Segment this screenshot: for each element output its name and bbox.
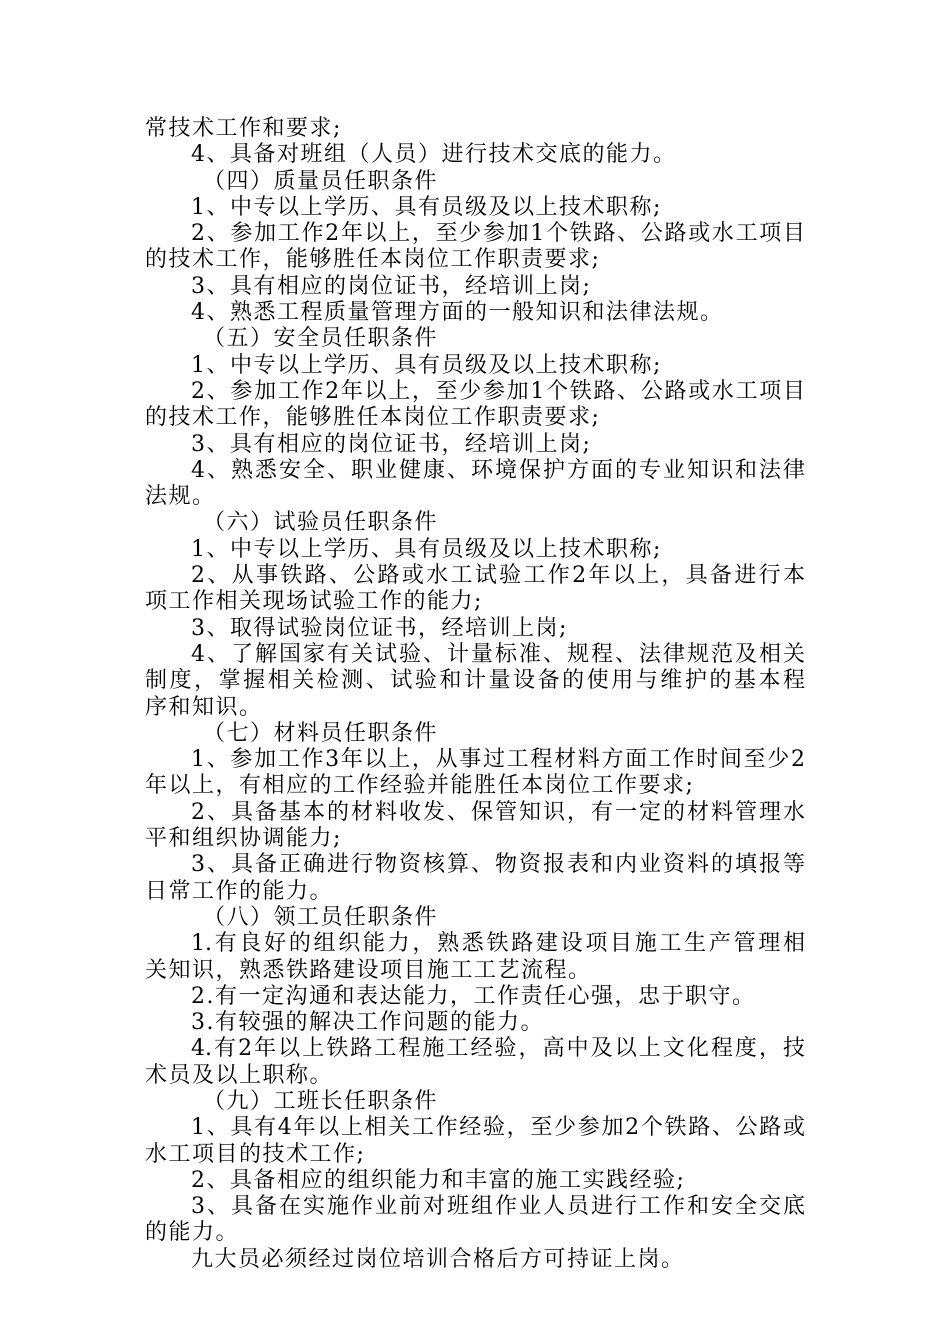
text-line: 1、中专以上学历、具有员级及以上技术职称; [191,194,662,220]
text-line: 3、具有相应的岗位证书，经培训上岗; [191,431,592,457]
text-line: 2、具备基本的材料收发、保管知识，有一定的材料管理水 [191,799,805,825]
text-line: 项工作相关现场试验工作的能力; [145,589,483,615]
text-line: 4.有2年以上铁路工程施工经验，高中及以上文化程度，技 [191,1036,805,1062]
section-heading: （七）材料员任职条件 [203,720,439,746]
text-line: 2、具备相应的组织能力和丰富的施工实践经验; [191,1167,686,1193]
text-line: 2、参加工作2年以上，至少参加1个铁路、公路或水工项目 [191,378,805,404]
text-line: 3、具备正确进行物资核算、物资报表和内业资料的填报等 [191,852,805,878]
text-line: 4、熟悉安全、职业健康、环境保护方面的专业知识和法律 [191,457,805,483]
text-line: 4、具备对班组（人员）进行技术交底的能力。 [191,142,677,168]
text-line: 的技术工作，能够胜任本岗位工作职责要求; [145,405,601,431]
text-line: 1.有良好的组织能力，熟悉铁路建设项目施工生产管理相 [191,931,805,957]
text-line: 3、具有相应的岗位证书，经培训上岗; [191,273,592,299]
text-line: 3、取得试验岗位证书，经培训上岗; [191,615,568,641]
text-line: 九大员必须经过岗位培训合格后方可持证上岗。 [191,1246,685,1272]
text-line: 4、熟悉工程质量管理方面的一般知识和法律法规。 [191,300,724,326]
section-heading: （六）试验员任职条件 [203,510,439,536]
text-line: 1、参加工作3年以上，从事过工程材料方面工作时间至少2 [191,747,805,773]
text-line: 2、从事铁路、公路或水工试验工作2年以上，具备进行本 [191,563,805,589]
text-line: 序和知识。 [145,694,263,720]
text-line: 3.有较强的解决工作问题的能力。 [191,1010,544,1036]
text-line: 常技术工作和要求; [145,116,342,141]
text-line: 平和组织协调能力; [145,826,342,852]
text-line: 关知识，熟悉铁路建设项目施工工艺流程。 [145,957,592,983]
text-line: 术员及以上职称。 [145,1062,334,1088]
text-line: 年以上，有相应的工作经验并能胜任本岗位工作要求; [145,773,695,799]
section-heading: （九）工班长任职条件 [203,1088,439,1114]
text-line: 2、参加工作2年以上，至少参加1个铁路、公路或水工项目 [191,221,805,247]
text-line: 2.有一定沟通和表达能力，工作责任心强，忠于职守。 [191,983,756,1009]
text-line: 1、中专以上学历、具有员级及以上技术职称; [191,536,662,562]
text-line: 1、中专以上学历、具有员级及以上技术职称; [191,352,662,378]
text-line: 水工项目的技术工作; [145,1141,366,1167]
text-line: 法规。 [145,484,216,510]
text-line: 1、具有4年以上相关工作经验，至少参加2个铁路、公路或 [191,1115,805,1141]
text-line: 的技术工作，能够胜任本岗位工作职责要求; [145,247,601,273]
text-line: 的能力。 [145,1220,240,1246]
section-heading: （四）质量员任职条件 [203,168,439,194]
section-heading: （五）安全员任职条件 [203,326,439,352]
text-line: 日常工作的能力。 [145,878,334,904]
document-body [145,116,805,1273]
text-line: 4、了解国家有关试验、计量标准、规程、法律规范及相关 [191,641,805,667]
text-line: 3、具备在实施作业前对班组作业人员进行工作和安全交底 [191,1194,805,1220]
section-heading: （八）领工员任职条件 [203,904,439,930]
text-line: 制度，掌握相关检测、试验和计量设备的使用与维护的基本程 [145,668,805,694]
